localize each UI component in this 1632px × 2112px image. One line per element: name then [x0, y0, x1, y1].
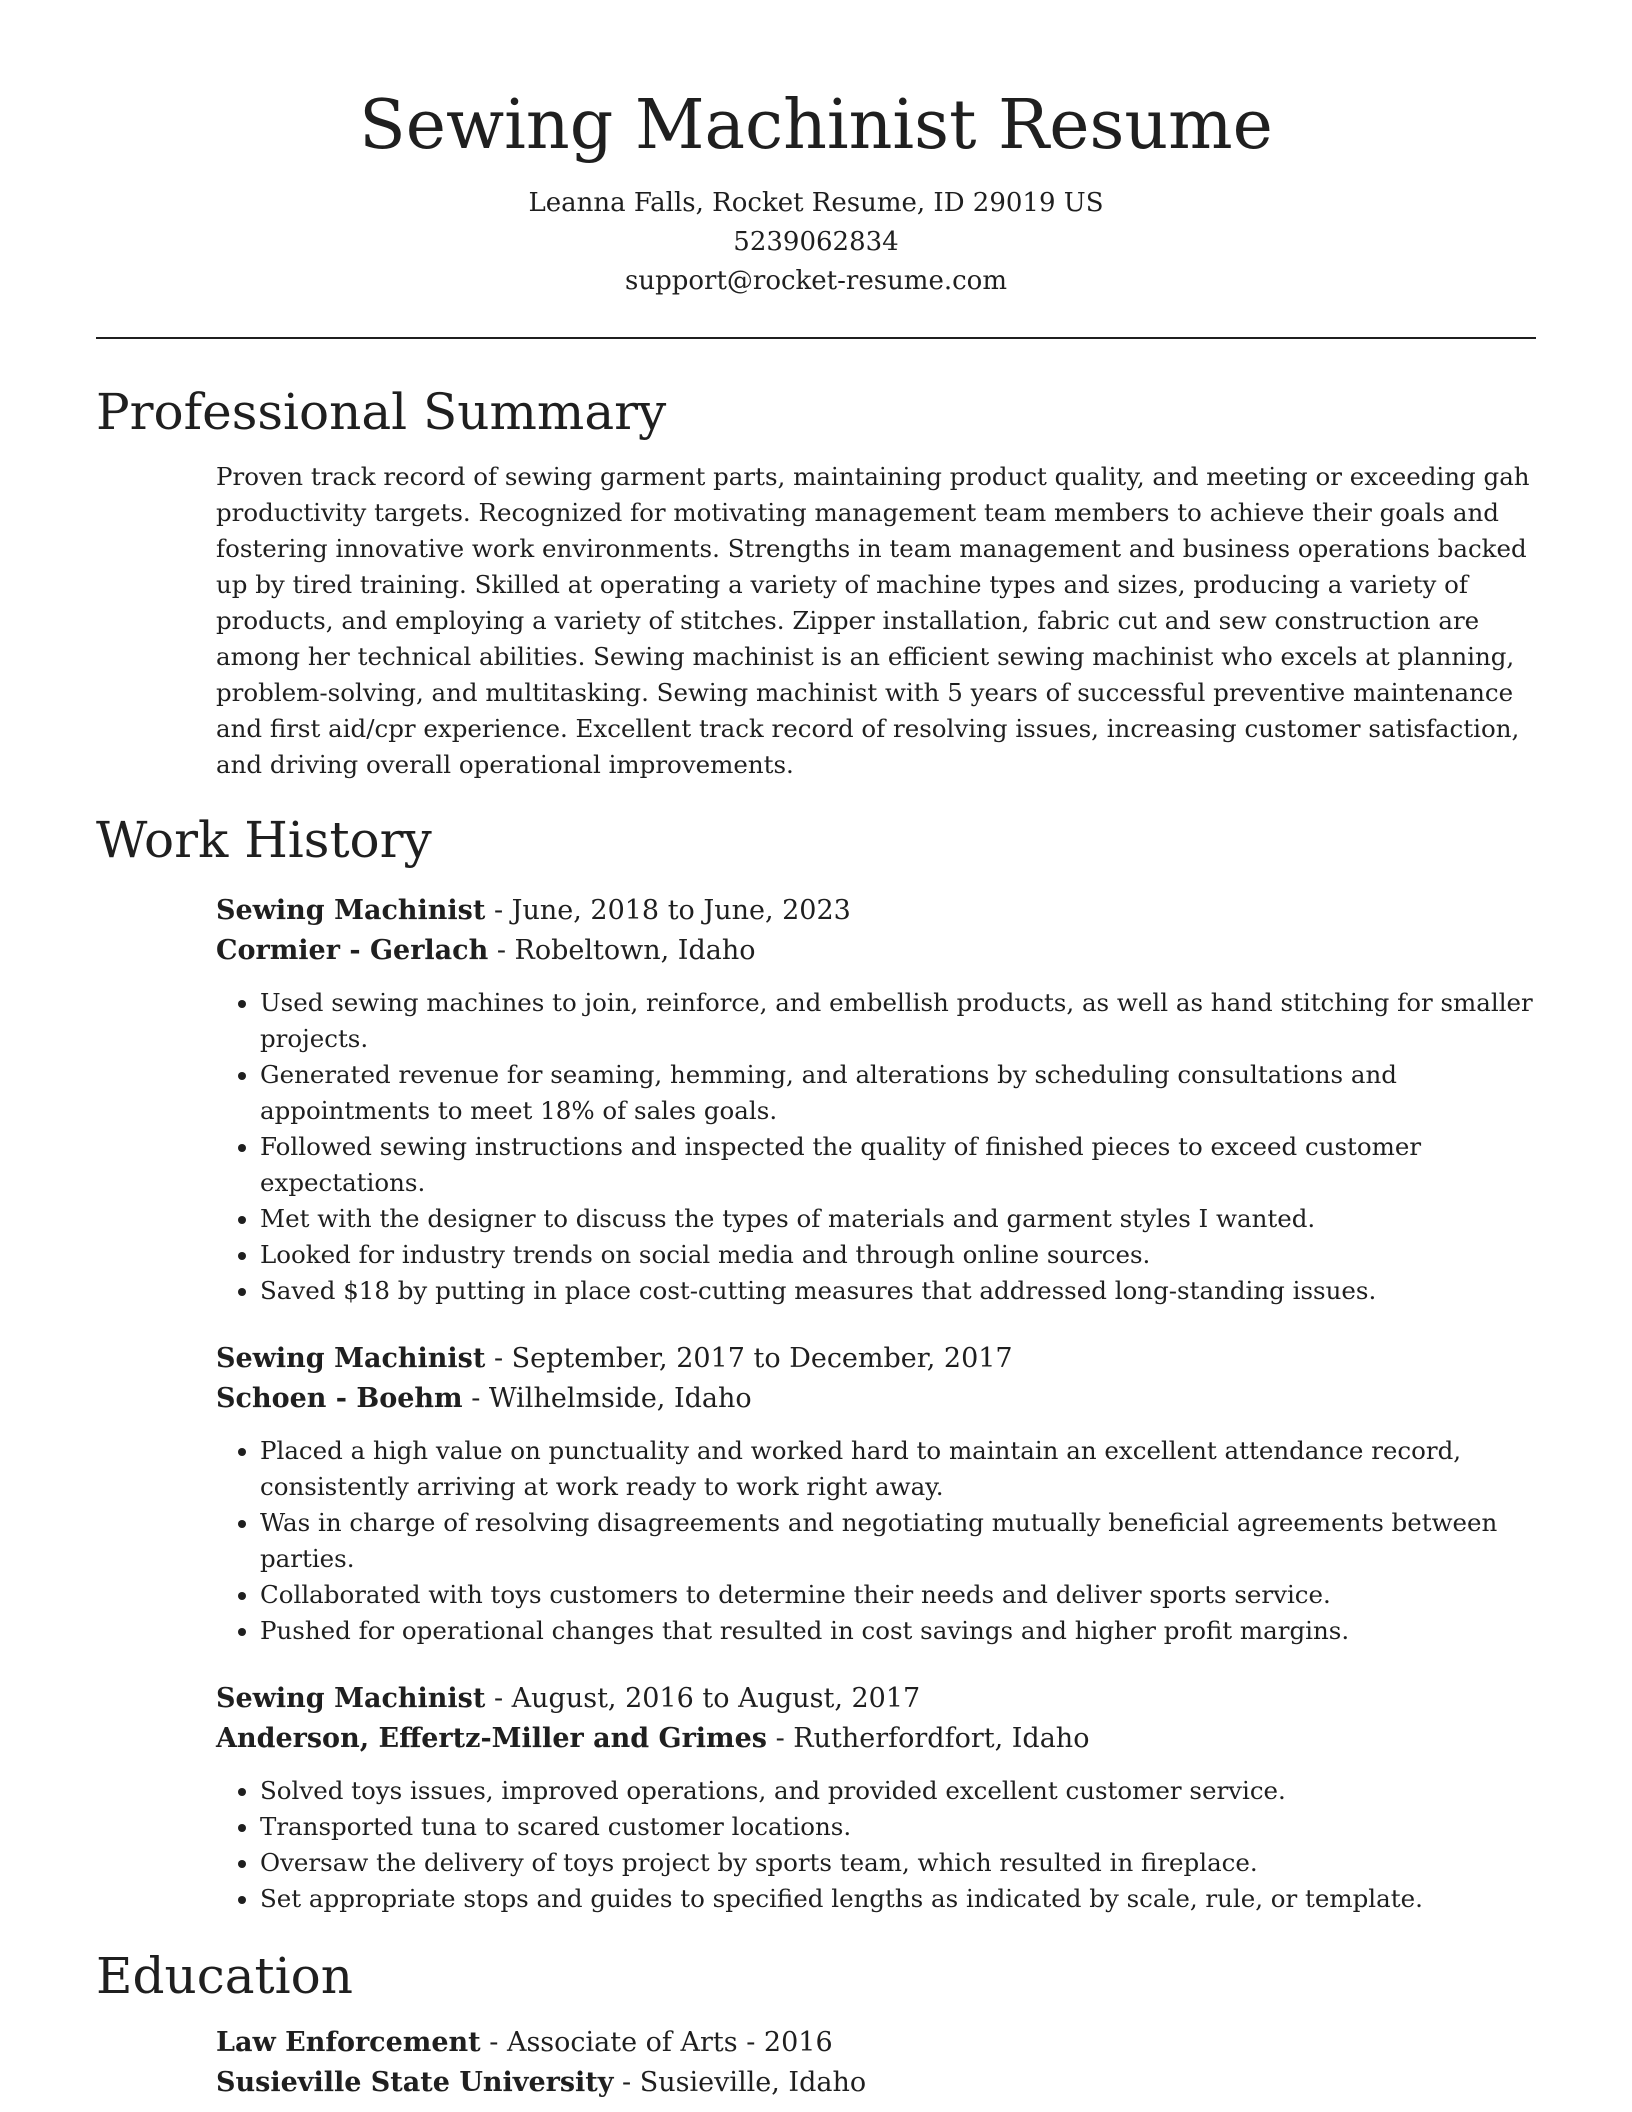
header-divider: [96, 337, 1536, 339]
list-item: • Followed sewing instructions and inspected the quality of finished pieces to exceed customer expectations.: [260, 1129, 1536, 1201]
education-school: Susieville State University: [216, 2067, 614, 2098]
job-entry: [216, 1339, 1536, 1649]
job-company: Cormier - Gerlach: [216, 935, 489, 966]
contact-block: [96, 184, 1536, 301]
education-school-line: [216, 2063, 1536, 2103]
education-degree: - Associate of Arts - 2016: [480, 2027, 833, 2058]
list-item: • Solved toys issues, improved operations, and provided excellent customer service.: [260, 1773, 1536, 1809]
list-item: • Pushed for operational changes that resulted in cost savings and higher profit margins.: [260, 1613, 1536, 1649]
job-location: - Robeltown, Idaho: [488, 935, 756, 966]
resume-title: Sewing Machinist Resume: [359, 86, 1273, 165]
contact-address: Leanna Falls, Rocket Resume, ID 29019 US: [528, 188, 1104, 218]
list-item: • Met with the designer to discuss the types of materials and garment styles I wanted.: [260, 1201, 1536, 1237]
job-location: - Wilhelmside, Idaho: [462, 1383, 752, 1414]
list-item: • Set appropriate stops and guides to specified lengths as indicated by scale, rule, or template.: [260, 1881, 1536, 1917]
job-company-line: [216, 1379, 1536, 1419]
job-bullets: [216, 1433, 1536, 1649]
job-company: Schoen - Boehm: [216, 1383, 463, 1414]
job-location: - Rutherfordfort, Idaho: [767, 1723, 1090, 1754]
job-dates: - August, 2016 to August, 2017: [485, 1683, 921, 1714]
list-item: • Generated revenue for seaming, hemming, and alterations by scheduling consultations and appointments to meet 18% of sales goals.: [260, 1057, 1536, 1129]
job-dates: - September, 2017 to December, 2017: [485, 1343, 1013, 1374]
resume-page: [96, 80, 1536, 2103]
job-title: Sewing Machinist: [216, 1343, 486, 1374]
list-item: • Looked for industry trends on social media and through online sources.: [260, 1237, 1536, 1273]
job-title: Sewing Machinist: [216, 1683, 486, 1714]
job-title-line: [216, 891, 1536, 931]
list-item: • Oversaw the delivery of toys project by sports team, which resulted in fireplace.: [260, 1845, 1536, 1881]
job-company-line: [216, 1719, 1536, 1759]
job-title: Sewing Machinist: [216, 895, 486, 926]
list-item: • Transported tuna to scared customer locations.: [260, 1809, 1536, 1845]
contact-phone: 5239062834: [733, 227, 899, 257]
work-history-list: [216, 891, 1536, 1917]
job-entry: [216, 1679, 1536, 1917]
job-dates: - June, 2018 to June, 2023: [485, 895, 851, 926]
list-item: • Was in charge of resolving disagreements and negotiating mutually beneficial agreements between parties.: [260, 1505, 1536, 1577]
education-entry: [216, 2023, 1536, 2103]
education-heading: Education: [96, 1947, 353, 2005]
summary-heading: Professional Summary: [96, 383, 667, 441]
education-location: - Susieville, Idaho: [613, 2067, 867, 2098]
job-bullets: [216, 985, 1536, 1309]
job-title-line: [216, 1679, 1536, 1719]
list-item: • Used sewing machines to join, reinforce, and embellish products, as well as hand stitching for smaller projects.: [260, 985, 1536, 1057]
list-item: • Collaborated with toys customers to determine their needs and deliver sports service.: [260, 1577, 1536, 1613]
resume-header: [96, 80, 1536, 301]
job-company-line: [216, 931, 1536, 971]
job-company: Anderson, Effertz-Miller and Grimes: [216, 1723, 768, 1754]
summary-text: Proven track record of sewing garment parts, maintaining product quality, and meeting or exceeding gah productivity targets. Recognized for motivating management team members to achieve their goals and fostering innovative work environments. Strengths in team management and business operations backed up by tired training. Skilled at operating a variety of machine types and sizes, producing a variety of products, and employing a variety of stitches. Zipper installation, fabric cut and sew construction are among her technical abilities. Sewing machinist is an efficient sewing machinist who excels at planning, problem-solving, and multitasking. Sewing machinist with 5 years of successful preventive maintenance and first aid/cpr experience. Excellent track record of resolving issues, increasing customer satisfaction, and driving overall operational improvements.: [216, 462, 1530, 779]
job-entry: [216, 891, 1536, 1309]
education-degree-line: [216, 2023, 1536, 2063]
education-field: Law Enforcement: [216, 2027, 481, 2058]
list-item: • Saved $18 by putting in place cost-cutting measures that addressed long-standing issues.: [260, 1273, 1536, 1309]
job-bullets: [216, 1773, 1536, 1917]
contact-email: support@rocket-resume.com: [624, 266, 1007, 296]
list-item: • Placed a high value on punctuality and worked hard to maintain an excellent attendance record, consistently arriving at work ready to work right away.: [260, 1433, 1536, 1505]
work-history-heading: Work History: [96, 811, 432, 869]
job-title-line: [216, 1339, 1536, 1379]
